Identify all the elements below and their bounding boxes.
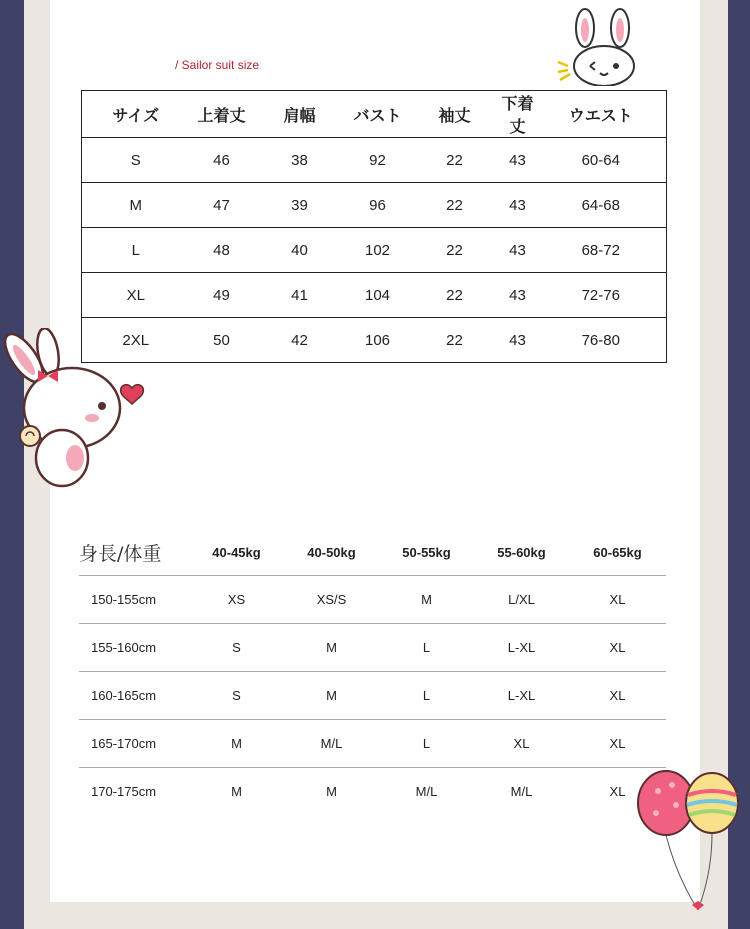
cell: M bbox=[284, 624, 379, 672]
cell: 22 bbox=[410, 138, 500, 183]
header-shoulder: 肩幅 bbox=[254, 91, 346, 138]
cell: M bbox=[82, 183, 190, 228]
cell: 22 bbox=[410, 273, 500, 318]
table-row bbox=[79, 576, 666, 624]
size-table-header bbox=[82, 91, 667, 138]
cell: 102 bbox=[346, 228, 410, 273]
cell: XL bbox=[82, 273, 190, 318]
cell: 72-76 bbox=[536, 273, 667, 318]
table-row bbox=[79, 624, 666, 672]
cell: 22 bbox=[410, 228, 500, 273]
cell: XS/S bbox=[284, 576, 379, 624]
header-weight: 60-65kg bbox=[569, 530, 666, 576]
cell: 68-72 bbox=[536, 228, 667, 273]
header-bust: バスト bbox=[346, 91, 410, 138]
cell: XL bbox=[569, 576, 666, 624]
cell: 40 bbox=[254, 228, 346, 273]
header-jacket-length: 上着丈 bbox=[190, 91, 254, 138]
bunny-peeking-icon bbox=[552, 6, 640, 86]
cell: L-XL bbox=[474, 672, 569, 720]
cell: M/L bbox=[510, 784, 533, 799]
cell-height: 170-175cm bbox=[91, 784, 157, 799]
size-table bbox=[81, 90, 667, 363]
cell: XL bbox=[569, 624, 666, 672]
cell: XS bbox=[189, 576, 284, 624]
header-height-weight: 身長/体重 bbox=[79, 530, 189, 576]
table-row bbox=[79, 672, 666, 720]
cell: 43 bbox=[500, 183, 536, 228]
cell: 106 bbox=[364, 331, 391, 349]
section-title: / Sailor suit size bbox=[175, 58, 260, 72]
cell: M/L bbox=[415, 784, 438, 799]
cell-height: 155-160cm bbox=[79, 624, 189, 672]
header-weight: 40-50kg bbox=[284, 530, 379, 576]
cell: 49 bbox=[190, 273, 254, 318]
header-sleeve: 袖丈 bbox=[410, 91, 500, 138]
table-row bbox=[82, 273, 667, 318]
cell: L bbox=[379, 624, 474, 672]
table-row bbox=[82, 138, 667, 183]
cell: M bbox=[284, 672, 379, 720]
bunny-heart-icon bbox=[0, 328, 155, 498]
cell: 96 bbox=[346, 183, 410, 228]
cell: 50 bbox=[213, 331, 230, 349]
cell: L/XL bbox=[474, 576, 569, 624]
cell-height: 160-165cm bbox=[79, 672, 189, 720]
cell: 41 bbox=[254, 273, 346, 318]
cell: S bbox=[189, 672, 284, 720]
cell: S bbox=[82, 138, 190, 183]
cell: 2XL bbox=[122, 331, 150, 349]
header-waist: ウエスト bbox=[536, 91, 667, 138]
header-weight: 40-45kg bbox=[189, 530, 284, 576]
header-skirt-length: 下着丈 bbox=[500, 91, 536, 138]
cell: M/L bbox=[284, 720, 379, 768]
fit-table bbox=[79, 530, 666, 815]
cell: 47 bbox=[190, 183, 254, 228]
cell: 104 bbox=[346, 273, 410, 318]
cell: 42 bbox=[291, 331, 308, 349]
table-row bbox=[79, 720, 666, 768]
cell-height: 150-155cm bbox=[79, 576, 189, 624]
header-weight: 55-60kg bbox=[474, 530, 569, 576]
cell: 46 bbox=[190, 138, 254, 183]
cell: L bbox=[379, 720, 474, 768]
cell: L-XL bbox=[474, 624, 569, 672]
cell: 43 bbox=[500, 138, 536, 183]
cell: XL bbox=[609, 784, 626, 799]
cell: M bbox=[189, 720, 284, 768]
cell: XL bbox=[569, 672, 666, 720]
table-row bbox=[82, 183, 667, 228]
table-row bbox=[82, 228, 667, 273]
cell: L bbox=[82, 228, 190, 273]
cell: M bbox=[326, 784, 337, 799]
cell: 43 bbox=[500, 228, 536, 273]
cell: 76-80 bbox=[581, 331, 620, 349]
cell-height: 165-170cm bbox=[79, 720, 189, 768]
cell: 38 bbox=[254, 138, 346, 183]
cell: XL bbox=[474, 720, 569, 768]
cell: 43 bbox=[500, 273, 536, 318]
cell: S bbox=[189, 624, 284, 672]
balloons-icon bbox=[636, 765, 744, 917]
cell: 60-64 bbox=[536, 138, 667, 183]
cell: 43 bbox=[509, 331, 526, 349]
cell: L bbox=[379, 672, 474, 720]
table-row bbox=[79, 768, 666, 816]
cell: 48 bbox=[190, 228, 254, 273]
header-weight: 50-55kg bbox=[379, 530, 474, 576]
cell: 22 bbox=[446, 331, 463, 349]
cell: M bbox=[231, 784, 242, 799]
cell: M bbox=[379, 576, 474, 624]
header-size: サイズ bbox=[82, 91, 190, 138]
fit-table-header bbox=[79, 530, 666, 576]
cell: 92 bbox=[346, 138, 410, 183]
table-row bbox=[82, 318, 667, 363]
cell: 64-68 bbox=[536, 183, 667, 228]
cell: 22 bbox=[410, 183, 500, 228]
cell: XL bbox=[569, 720, 666, 768]
cell: 39 bbox=[254, 183, 346, 228]
